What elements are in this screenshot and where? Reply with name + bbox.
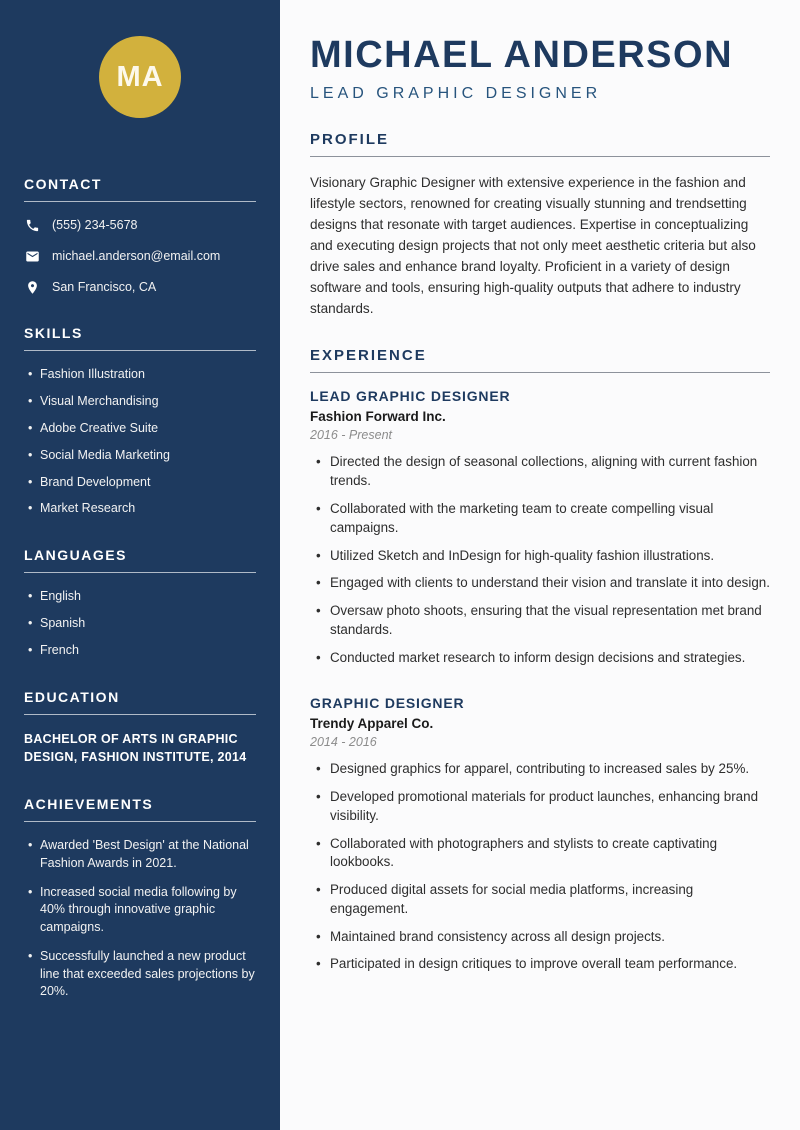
experience-heading: EXPERIENCE bbox=[310, 347, 770, 373]
phone-icon bbox=[24, 217, 40, 233]
skills-list bbox=[24, 366, 256, 517]
job-role: GRAPHIC DESIGNER bbox=[310, 695, 465, 712]
achievement-item: • Awarded 'Best Design' at the National Fashion Awards in 2021. bbox=[28, 837, 256, 873]
achievement-item: • Successfully launched a new product line that exceeded sales projections by 20%. bbox=[28, 948, 256, 1001]
skill-item: • Fashion Illustration bbox=[28, 366, 256, 383]
job-bullet: • Participated in design critiques to improve overall team performance. bbox=[316, 955, 770, 974]
candidate-name: MICHAEL ANDERSON bbox=[310, 34, 734, 76]
languages-list bbox=[24, 588, 256, 659]
job-bullet: • Produced digital assets for social media platforms, increasing engagement. bbox=[316, 881, 770, 919]
contact-phone-row bbox=[24, 217, 256, 233]
job-bullet: • Collaborated with the marketing team to create compelling visual campaigns. bbox=[316, 500, 770, 538]
contact-email-row bbox=[24, 248, 256, 264]
job-company: Trendy Apparel Co. bbox=[310, 716, 434, 732]
job-bullet: • Designed graphics for apparel, contributing to increased sales by 25%. bbox=[316, 760, 770, 779]
job-bullets bbox=[310, 453, 770, 667]
job-company: Fashion Forward Inc. bbox=[310, 409, 446, 425]
achievement-item: • Increased social media following by 40% through innovative graphic campaigns. bbox=[28, 884, 256, 937]
skills-section bbox=[24, 325, 256, 517]
language-item: • French bbox=[28, 642, 256, 659]
profile-text: Visionary Graphic Designer with extensive experience in the fashion and lifestyle sectors, renowned for creating visually stunning and trendsetting designs that resonate with target audiences. Expertise in conceptualizing and executing design projects that not only meet aesthetic criteria but also drive sales and enhance brand loyalty. Proficient in a variety of design software and tools, ensuring high-quality outputs that adhere to industry standards. bbox=[310, 175, 756, 317]
education-degree: BACHELOR OF ARTS IN GRAPHIC DESIGN, FASHION INSTITUTE, 2014 bbox=[24, 731, 247, 764]
job-bullet: • Collaborated with photographers and stylists to create captivating lookbooks. bbox=[316, 835, 770, 873]
contact-email: michael.anderson@email.com bbox=[52, 249, 221, 263]
education-heading: EDUCATION bbox=[24, 689, 256, 715]
job-bullet: • Oversaw photo shoots, ensuring that the visual representation met brand standards. bbox=[316, 602, 770, 640]
job-dates: 2014 - 2016 bbox=[310, 735, 377, 750]
contact-location: San Francisco, CA bbox=[52, 280, 157, 294]
languages-heading: LANGUAGES bbox=[24, 547, 256, 573]
resume-main bbox=[280, 0, 800, 1130]
job-bullet: • Engaged with clients to understand their vision and translate it into design. bbox=[316, 574, 770, 593]
education-section bbox=[24, 689, 256, 766]
job-bullets bbox=[310, 760, 770, 974]
skill-item: • Brand Development bbox=[28, 474, 256, 491]
job-bullet: • Utilized Sketch and InDesign for high-quality fashion illustrations. bbox=[316, 547, 770, 566]
achievements-heading: ACHIEVEMENTS bbox=[24, 796, 256, 822]
experience-job bbox=[310, 388, 770, 667]
skill-item: • Market Research bbox=[28, 500, 256, 517]
avatar: MA bbox=[99, 36, 181, 118]
job-bullet: • Conducted market research to inform design decisions and strategies. bbox=[316, 649, 770, 668]
profile-heading: PROFILE bbox=[310, 131, 770, 157]
location-pin-icon bbox=[24, 279, 40, 295]
languages-section bbox=[24, 547, 256, 659]
job-dates: 2016 - Present bbox=[310, 428, 392, 443]
skills-heading: SKILLS bbox=[24, 325, 256, 351]
skill-item: • Social Media Marketing bbox=[28, 447, 256, 464]
job-bullet: • Maintained brand consistency across all design projects. bbox=[316, 928, 770, 947]
contact-section bbox=[24, 176, 256, 295]
achievements-list bbox=[24, 837, 256, 1001]
candidate-title: LEAD GRAPHIC DESIGNER bbox=[310, 85, 602, 102]
email-icon bbox=[24, 248, 40, 264]
achievements-section bbox=[24, 796, 256, 1001]
experience-job bbox=[310, 695, 770, 974]
skill-item: • Adobe Creative Suite bbox=[28, 420, 256, 437]
experience-section bbox=[310, 347, 770, 974]
contact-location-row bbox=[24, 279, 256, 295]
profile-section bbox=[310, 131, 770, 319]
sidebar bbox=[0, 0, 280, 1130]
language-item: • English bbox=[28, 588, 256, 605]
job-bullet: • Directed the design of seasonal collections, aligning with current fashion trends. bbox=[316, 453, 770, 491]
skill-item: • Visual Merchandising bbox=[28, 393, 256, 410]
contact-heading: CONTACT bbox=[24, 176, 256, 202]
contact-phone: (555) 234-5678 bbox=[52, 218, 138, 232]
job-role: LEAD GRAPHIC DESIGNER bbox=[310, 388, 511, 405]
language-item: • Spanish bbox=[28, 615, 256, 632]
job-bullet: • Developed promotional materials for product launches, enhancing brand visibility. bbox=[316, 788, 770, 826]
